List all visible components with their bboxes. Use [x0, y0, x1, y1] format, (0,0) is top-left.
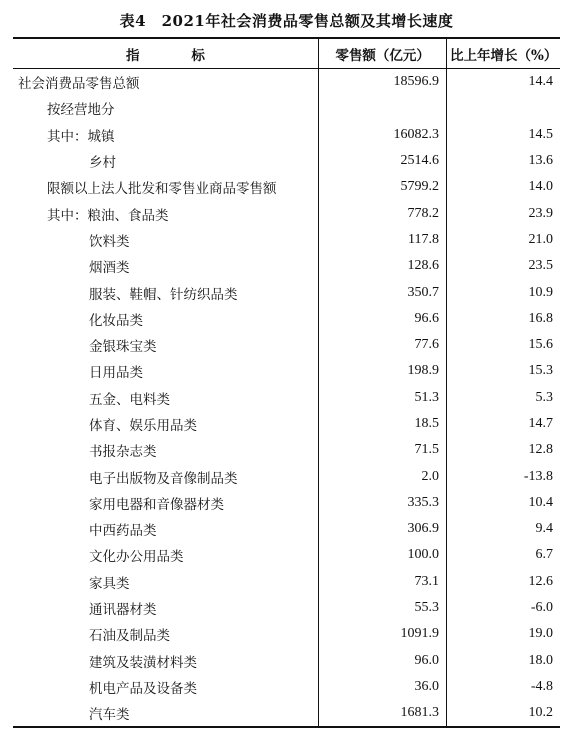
- row-growth-rate: 15.3: [528, 363, 553, 379]
- row-indicator-name: 书报杂志类: [13, 437, 319, 463]
- row-retail-value: 2.0: [319, 463, 447, 489]
- table-row: [13, 516, 560, 542]
- row-growth-rate: 14.7: [528, 416, 553, 431]
- row-indicator-name: 乡村: [13, 148, 319, 174]
- row-retail-value: 55.3: [319, 595, 447, 621]
- row-retail-value: 5799.2: [319, 174, 447, 200]
- table-row: [13, 569, 560, 595]
- row-indicator-name: 金银珠宝类: [13, 332, 319, 358]
- row-retail-value: 18.5: [319, 411, 447, 437]
- row-growth-rate: [447, 95, 560, 121]
- row-indicator-name: 石油及制品类: [13, 621, 319, 647]
- row-retail-value: 2514.6: [319, 148, 447, 174]
- row-retail-value: 96.0: [319, 648, 447, 674]
- row-growth-rate: 19.0: [528, 626, 553, 642]
- table-row: [13, 332, 560, 358]
- row-growth-rate: 14.0: [528, 179, 553, 195]
- row-retail-value: 18596.9: [319, 69, 447, 95]
- row-retail-value: 117.8: [319, 227, 447, 253]
- row-growth-rate: 21.0: [528, 231, 553, 247]
- row-retail-value: 350.7: [319, 279, 447, 305]
- row-growth-rate: 6.7: [535, 547, 553, 563]
- row-indicator-name: 其中：城镇: [13, 122, 319, 148]
- row-growth-rate: 12.6: [528, 573, 553, 589]
- row-retail-value: 198.9: [319, 358, 447, 384]
- row-indicator-name: 家用电器和音像器材类: [13, 490, 319, 516]
- row-retail-value: [319, 95, 447, 121]
- table-row: [13, 700, 560, 726]
- row-indicator-name: 五金、电料类: [13, 385, 319, 411]
- row-growth-rate: 23.5: [528, 258, 553, 274]
- row-growth-rate: 12.8: [528, 442, 553, 458]
- header-retail-value: 零售额（亿元）: [319, 39, 448, 68]
- table-row: [13, 174, 560, 200]
- row-indicator-name: 限额以上法人批发和零售业商品零售额: [13, 174, 319, 200]
- row-indicator-name: 日用品类: [13, 358, 319, 384]
- row-indicator-name: 家具类: [13, 569, 319, 595]
- row-retail-value: 71.5: [319, 437, 447, 463]
- row-indicator-name: 建筑及装潢材料类: [13, 648, 319, 674]
- row-indicator-name: 通讯器材类: [13, 595, 319, 621]
- row-growth-rate: -6.0: [530, 600, 553, 616]
- table-row: [13, 463, 560, 489]
- row-indicator-name: 烟酒类: [13, 253, 319, 279]
- row-retail-value: 51.3: [319, 385, 447, 411]
- row-retail-value: 36.0: [319, 674, 447, 700]
- table-row: [13, 385, 560, 411]
- header-indicator: [13, 39, 319, 68]
- row-growth-rate: 10.4: [528, 494, 553, 510]
- row-retail-value: 778.2: [319, 200, 447, 226]
- table-row: [13, 227, 560, 253]
- row-growth-rate: 16.8: [528, 310, 553, 326]
- retail-sales-table: [13, 37, 560, 728]
- row-retail-value: 1681.3: [319, 700, 447, 726]
- row-retail-value: 306.9: [319, 516, 447, 542]
- header-growth: 比上年增长（%）: [450, 47, 558, 64]
- table-row: [13, 595, 560, 621]
- table-row: [13, 411, 560, 437]
- row-indicator-name: 电子出版物及音像制品类: [13, 463, 319, 489]
- table-row: [13, 437, 560, 463]
- table-row: [13, 306, 560, 332]
- row-retail-value: 128.6: [319, 253, 447, 279]
- table-row: [13, 358, 560, 384]
- row-indicator-name: 化妆品类: [13, 306, 319, 332]
- table-row: [13, 621, 560, 647]
- row-growth-rate: 9.4: [535, 521, 553, 537]
- row-retail-value: 335.3: [319, 490, 447, 516]
- row-retail-value: 1091.9: [319, 621, 447, 647]
- row-growth-rate: 10.9: [528, 284, 553, 300]
- table-row: [13, 69, 560, 95]
- row-growth-rate: 5.3: [535, 389, 553, 405]
- table-row: [13, 674, 560, 700]
- row-growth-rate: 14.5: [528, 126, 553, 142]
- row-indicator-name: 汽车类: [13, 700, 319, 726]
- row-retail-value: 77.6: [319, 332, 447, 358]
- table-title: 表4 2021年社会消费品零售总额及其增长速度: [119, 12, 454, 30]
- row-indicator-name: 中西药品类: [13, 516, 319, 542]
- header-indicator-label: 指标: [125, 47, 257, 64]
- row-growth-rate: 18.0: [528, 652, 553, 668]
- row-retail-value: 96.6: [319, 306, 447, 332]
- row-growth-rate: 13.6: [528, 153, 553, 169]
- row-growth-rate: 15.6: [528, 337, 553, 353]
- row-indicator-name: 文化办公用品类: [13, 542, 319, 568]
- row-growth-rate: -13.8: [523, 468, 553, 484]
- row-indicator-name: 按经营地分: [13, 95, 319, 121]
- table-row: [13, 542, 560, 568]
- row-retail-value: 73.1: [319, 569, 447, 595]
- row-retail-value: 100.0: [319, 542, 447, 568]
- row-retail-value: 16082.3: [319, 122, 447, 148]
- row-indicator-name: 体育、娱乐用品类: [13, 411, 319, 437]
- row-growth-rate: 23.9: [528, 205, 553, 221]
- row-growth-rate: 14.4: [528, 74, 553, 90]
- row-growth-rate: -4.8: [530, 678, 553, 694]
- row-indicator-name: 其中：粮油、食品类: [13, 200, 319, 226]
- row-indicator-name: 服装、鞋帽、针纺织品类: [13, 279, 319, 305]
- table-row: [13, 279, 560, 305]
- table-row: [13, 148, 560, 174]
- row-indicator-name: 饮料类: [13, 227, 319, 253]
- row-indicator-name: 机电产品及设备类: [13, 674, 319, 700]
- row-growth-rate: 10.2: [528, 705, 553, 721]
- table-header: [13, 39, 560, 69]
- table-body: [13, 69, 560, 726]
- table-row: [13, 490, 560, 516]
- table-row: [13, 122, 560, 148]
- table-row: [13, 253, 560, 279]
- table-row: [13, 95, 560, 121]
- table-row: [13, 200, 560, 226]
- row-indicator-name: 社会消费品零售总额: [13, 69, 319, 95]
- table-row: [13, 648, 560, 674]
